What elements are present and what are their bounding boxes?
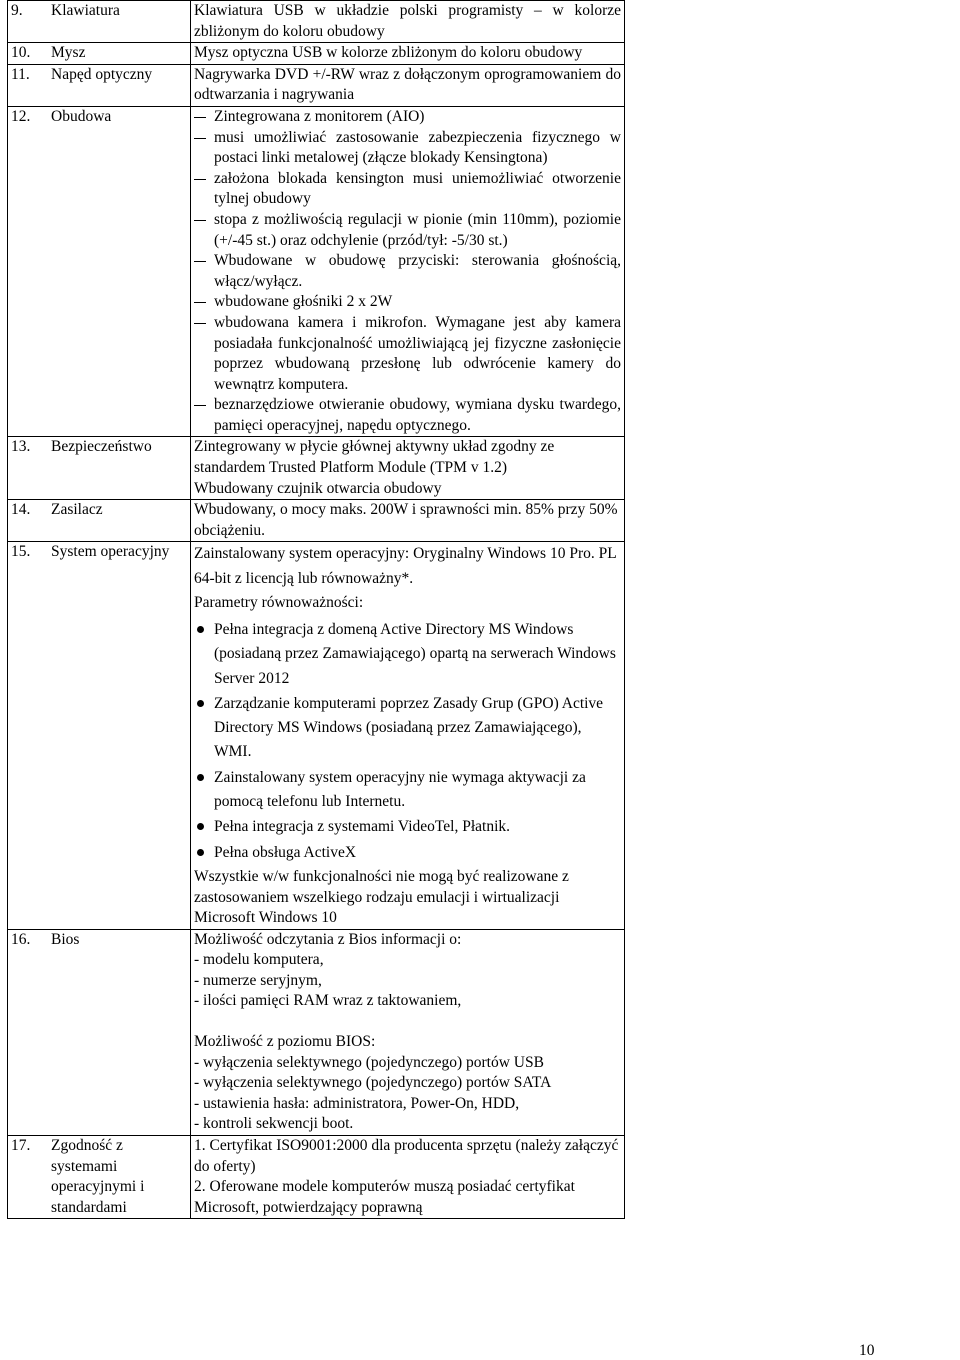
list-item: Zainstalowany system operacyjny nie wymaga aktywacji za pomocą telefonu lub Internetu. xyxy=(194,766,621,815)
table-row xyxy=(8,43,625,65)
table-row xyxy=(8,500,625,542)
dash-list xyxy=(194,107,621,437)
spec-text: Nagrywarka DVD +/-RW wraz z dołączonym oprogramowaniem do odtwarzania i nagrywania xyxy=(194,65,621,104)
list-item: założona blokada kensington musi uniemożliwiać otworzenie tylnej obudowy xyxy=(194,169,621,210)
row-spec xyxy=(191,106,625,437)
row-name: Bezpieczeństwo xyxy=(51,438,152,456)
spec-text: - numerze seryjnym, xyxy=(194,971,322,989)
row-name: System operacyjny xyxy=(51,543,170,561)
list-item: Pełna integracja z systemami VideoTel, Płatnik. xyxy=(194,815,621,839)
table-row xyxy=(8,1,625,43)
row-number: 16. xyxy=(11,930,31,948)
spec-text: Zainstalowany system operacyjny: Oryginalny Windows 10 Pro. PL 64-bit z licencją lub równoważny*. xyxy=(194,545,617,587)
row-number: 11. xyxy=(11,65,30,83)
table-row xyxy=(8,1136,625,1219)
page-number: 10 xyxy=(859,1342,875,1359)
spec-text: Zintegrowany w płycie głównej aktywny układ zgodny ze standardem Trusted Platform Module (TPM v 1.2) xyxy=(194,438,555,477)
spec-text: Możliwość odczytania z Bios informacji o: xyxy=(194,930,462,948)
row-spec xyxy=(191,437,625,500)
spec-text: - wyłączenia selektywnego (pojedynczego) portów SATA xyxy=(194,1074,552,1092)
row-number: 14. xyxy=(11,501,31,519)
spec-text: Możliwość z poziomu BIOS: xyxy=(194,1033,376,1051)
spec-text: 1. Certyfikat ISO9001:2000 dla producenta sprzętu (należy załączyć do oferty) xyxy=(194,1137,619,1175)
row-number: 15. xyxy=(11,543,31,561)
row-label xyxy=(8,437,191,500)
list-item: wbudowana kamera i mikrofon. Wymagane jest aby kamera posiadała funkcjonalność umożliwiającą jej fizyczne zasłonięcie poprzez wbudowaną przesłonę lub odwrócenie kamery do wewnątrz komputera. xyxy=(194,313,621,395)
spec-text: Wbudowany, o mocy maks. 200W i sprawności min. 85% przy 50% obciążeniu. xyxy=(194,501,618,539)
spec-text: Klawiatura USB w układzie polski programisty – w kolorze zbliżonym do koloru obudowy xyxy=(194,2,621,40)
row-label xyxy=(8,500,191,542)
row-number: 10. xyxy=(11,44,31,62)
spec-text: Wszystkie w/w funkcjonalności nie mogą być realizowane z zastosowaniem wszelkiego rodzaju emulacji i wirtualizacji Microsoft Windows 10 xyxy=(194,867,569,927)
row-name: Zgodność z systemami operacyjnymi i standardami xyxy=(51,1137,145,1216)
bullet-list xyxy=(194,618,621,865)
row-name: Obudowa xyxy=(51,107,112,125)
spec-text: Mysz optyczna USB w kolorze zbliżonym do koloru obudowy xyxy=(194,44,583,62)
list-item: wbudowane głośniki 2 x 2W xyxy=(194,292,621,313)
list-item: Pełna integracja z domeną Active Directory MS Windows (posiadaną przez Zamawiającego) opartą na serwerach Windows Server 2012 xyxy=(194,618,621,691)
table-row xyxy=(8,437,625,500)
row-name: Zasilacz xyxy=(51,501,103,519)
row-name: Mysz xyxy=(51,44,86,62)
list-item: stopa z możliwością regulacji w pionie (min 110mm), poziomie (+/-45 st.) oraz odchylenie (przód/tył: -5/30 st.) xyxy=(194,210,621,251)
table-row xyxy=(8,929,625,1135)
row-label xyxy=(8,106,191,437)
list-item: Zarządzanie komputerami poprzez Zasady Grup (GPO) Active Directory MS Windows (posiadaną przez Zamawiającego), WMI. xyxy=(194,692,621,765)
spec-text: - wyłączenia selektywnego (pojedynczego) portów USB xyxy=(194,1053,544,1071)
row-number: 17. xyxy=(11,1137,31,1155)
spacer xyxy=(194,1012,621,1032)
row-spec xyxy=(191,500,625,542)
row-label xyxy=(8,64,191,106)
row-label xyxy=(8,542,191,929)
spec-text: Parametry równoważności: xyxy=(194,594,364,612)
list-item: Wbudowane w obudowę przyciski: sterowania głośnością, włącz/wyłącz. xyxy=(194,251,621,292)
spec-text: - modelu komputera, xyxy=(194,951,324,969)
list-item: beznarzędziowe otwieranie obudowy, wymiana dysku twardego, pamięci operacyjnej, napędu optycznego. xyxy=(194,395,621,436)
row-name: Bios xyxy=(51,930,80,948)
spec-text: - kontroli sekwencji boot. xyxy=(194,1115,354,1133)
spec-text: 2. Oferowane modele komputerów muszą posiadać certyfikat Microsoft, potwierdzający poprawną xyxy=(194,1178,575,1216)
row-number: 12. xyxy=(11,107,31,125)
row-name: Napęd optyczny xyxy=(51,65,153,83)
spec-table xyxy=(7,0,625,1219)
list-item: Pełna obsługa ActiveX xyxy=(194,841,621,865)
row-spec xyxy=(191,1,625,43)
row-number: 9. xyxy=(11,2,23,19)
row-spec xyxy=(191,43,625,65)
spec-text: - ilości pamięci RAM wraz z taktowaniem, xyxy=(194,992,462,1010)
list-item: musi umożliwiać zastosowanie zabezpieczenia fizycznego w postaci linki metalowej (złącze blokady Kensingtona) xyxy=(194,128,621,169)
row-label xyxy=(8,1,191,43)
row-label xyxy=(8,929,191,1135)
row-spec xyxy=(191,1136,625,1219)
row-label xyxy=(8,1136,191,1219)
spec-text: Wbudowany czujnik otwarcia obudowy xyxy=(194,479,442,497)
table-row xyxy=(8,106,625,437)
row-name: Klawiatura xyxy=(51,2,120,19)
row-spec xyxy=(191,542,625,929)
row-number: 13. xyxy=(11,438,31,456)
list-item: Zintegrowana z monitorem (AIO) xyxy=(194,107,621,128)
row-spec xyxy=(191,64,625,106)
row-label xyxy=(8,43,191,65)
row-spec xyxy=(191,929,625,1135)
spec-text: - ustawienia hasła: administratora, Power-On, HDD, xyxy=(194,1094,520,1112)
table-row xyxy=(8,542,625,929)
table-row xyxy=(8,64,625,106)
